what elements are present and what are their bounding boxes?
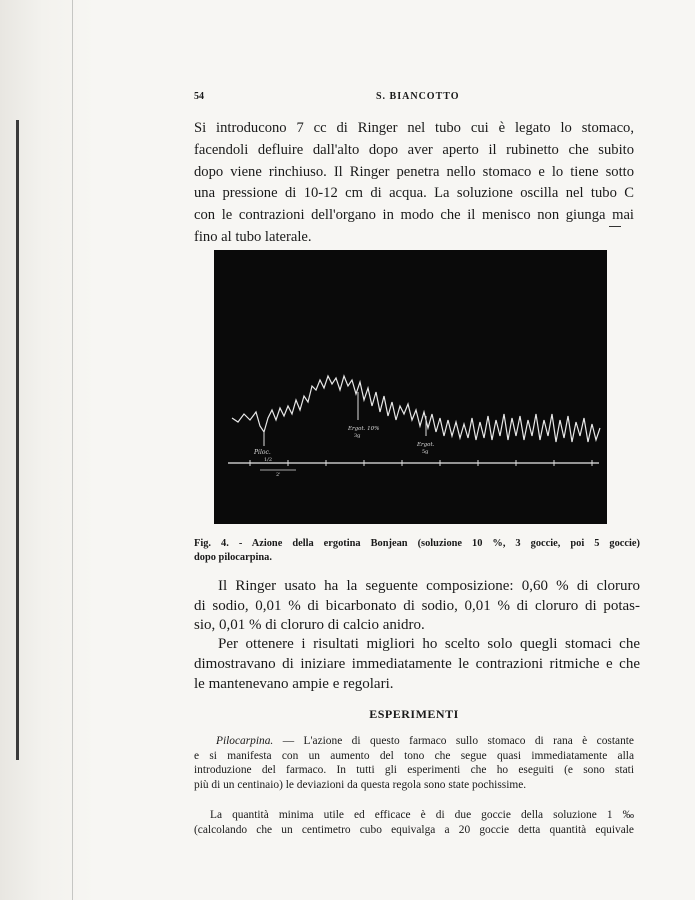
ergotine-label-2: Ergot. — [417, 442, 435, 448]
text-line: dimostravano di iniziare immediatamente le contrazioni ritmiche e che — [194, 656, 640, 672]
text-line: Per ottenere i risultati migliori ho scelto solo quegli stomaci che — [218, 636, 640, 652]
kymograph-figure — [214, 250, 607, 524]
text-line: una pressione di 10-12 cm di acqua. La soluzione oscilla nel tubo C — [194, 185, 634, 202]
text-line: introduzione del farmaco. In tutti gli esperimenti che ho eseguiti (e sono stati — [194, 764, 634, 777]
paragraph-5 — [194, 808, 634, 838]
paragraph-3 — [194, 634, 640, 694]
paragraph-1 — [194, 118, 634, 249]
paragraph-4 — [194, 734, 634, 792]
text-line: fino al tubo laterale. — [194, 228, 312, 245]
pilocarpine-dose: 1/2 — [264, 457, 273, 463]
gutter-shadow-line — [16, 120, 19, 760]
text-line: facendoli defluire dall'alto dopo aver aperto il rubinetto che subito — [194, 141, 634, 158]
lead-term: Pilocarpina. — [216, 735, 274, 747]
kymograph-trace — [214, 250, 607, 524]
text-line: Il Ringer usato ha la seguente composizione: 0,60 % di cloruro — [218, 578, 640, 594]
ergotine-label-1: Ergot. 10% — [348, 426, 380, 432]
text-line: dopo viene rinchiuso. Il Ringer penetra nello stomaco e lo tiene sotto — [194, 163, 634, 180]
text-line: sio, 0,01 % di cloruro di calcio anidro. — [194, 617, 425, 633]
scale-label: 2' — [276, 472, 281, 478]
caption-line: dopo pilocarpina. — [194, 551, 272, 563]
paragraph-2 — [194, 577, 640, 636]
text-line: di sodio, 0,01 % di bicarbonato di sodio, 0,01 % di cloruro di potas- — [194, 597, 640, 614]
page-number: 54 — [194, 91, 204, 102]
pilocarpine-label: Piloc. — [254, 449, 271, 456]
caption-line: Fig. 4. - Azione della ergotina Bonjean (soluzione 10 %, 3 goccie, poi 5 goccie) — [194, 538, 640, 549]
text-line: e si manifesta con un aumento del tono che segue quasi immediatamente alla — [194, 749, 634, 762]
running-author: S. BIANCOTTO — [376, 91, 460, 102]
text-line: più di un centinaio) le deviazioni da questa regola sono state pochissime. — [194, 778, 527, 791]
text-line — [194, 734, 634, 749]
text-line: Si introducono 7 cc di Ringer nel tubo cui è legato lo stomaco, — [194, 120, 634, 136]
ergotine-dose-1: 3g — [354, 433, 361, 439]
figure-caption — [194, 537, 640, 564]
lead-continuation: — L'azione di questo farmaco sullo stomaco di rana è costante — [273, 735, 634, 747]
ergotine-dose-2: 5g — [422, 449, 429, 455]
page-gutter — [0, 0, 95, 900]
text-line: con le contrazioni dell'organo in modo che il menisco non giunga mai — [194, 207, 634, 224]
contraction-trace — [232, 376, 600, 442]
text-line: La quantità minima utile ed efficace è di due goccie della soluzione 1 ‰ — [210, 809, 634, 821]
running-header — [194, 91, 628, 107]
section-heading: ESPERIMENTI — [369, 707, 459, 721]
text-line: (calcolando che un centimetro cubo equivalga a 20 goccie detta quantità equivale — [194, 824, 634, 836]
margin-dash — [609, 226, 621, 227]
gutter-fold-line — [72, 0, 73, 900]
text-line: le mantenevano ampie e regolari. — [194, 676, 394, 692]
